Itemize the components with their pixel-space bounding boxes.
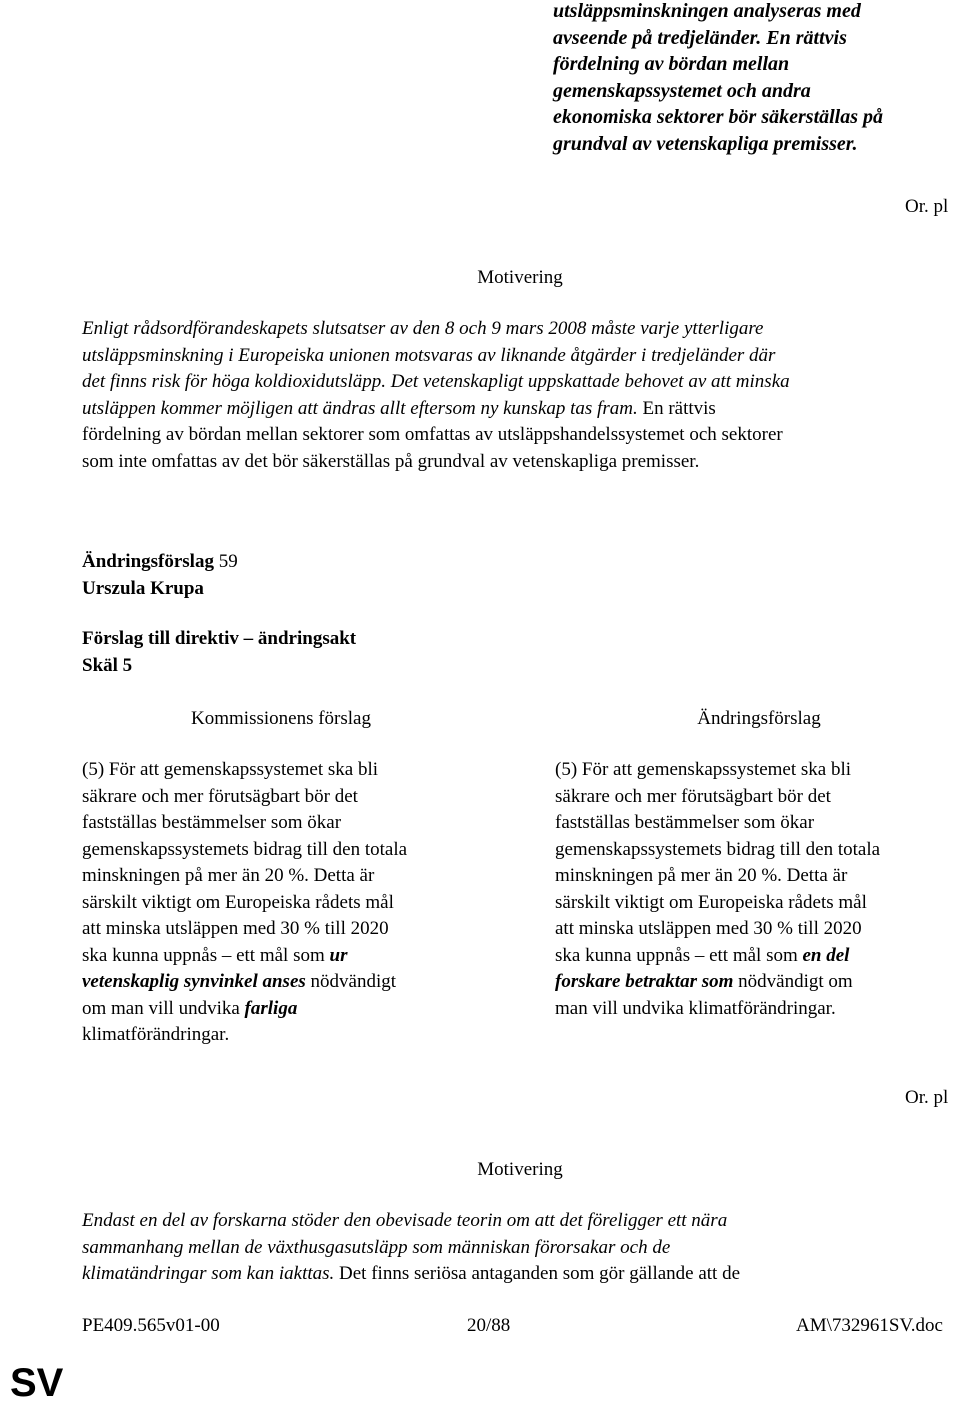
amendment-text-column [555, 757, 960, 1022]
text-line: säkrare och mer förutsägbart bör det [555, 785, 831, 807]
commission-text-column [82, 757, 502, 1049]
text-span: Det vetenskapligt uppskattade behovet av att minska [386, 371, 790, 392]
amendment-label: Ändringsförslag [82, 551, 214, 572]
amendment-number [82, 549, 238, 576]
text-line: man vill undvika klimatförändringar. [555, 997, 836, 1019]
text-line: minskningen på mer än 20 %. Detta är [82, 865, 375, 886]
text-line [82, 969, 502, 996]
column-header-commission: Kommissionens förslag [191, 708, 371, 729]
deleted-text: ur [329, 944, 348, 966]
text-line: fastställas bestämmelser som ökar [555, 812, 815, 833]
original-language-label: Or. pl [905, 196, 949, 217]
text-line [82, 996, 502, 1023]
recital-reference: Skäl 5 [82, 654, 133, 676]
text-span: Det finns seriösa antaganden som gör gällande att de [334, 1263, 741, 1284]
footer-file-name: AM\732961SV.doc [796, 1315, 943, 1336]
text-line: Endast en del av forskarna stöder den obevisade teorin om att det föreligger ett nära [82, 1210, 728, 1231]
text-line [82, 1261, 960, 1288]
text-span: klimatändringar som kan iakttas. [82, 1263, 335, 1284]
proposal-type: Förslag till direktiv – ändringsakt [82, 628, 357, 649]
text-line: gemenskapssystemets bidrag till den totala [555, 838, 881, 860]
amendment-heading [82, 549, 238, 602]
text-line: fördelning av bördan mellan sektorer som omfattas av utsläppshandelssystemet och sektorer [82, 424, 783, 445]
text-span: om man vill undvika [82, 997, 245, 1019]
text-line: Enligt rådsordförandeskapets slutsatser av den 8 och 9 mars 2008 måste varje ytterligare [82, 318, 764, 339]
original-language-label: Or. pl [905, 1087, 949, 1108]
text-line [82, 369, 960, 396]
text-span: det finns risk för höga koldioxidutsläpp. [82, 371, 386, 392]
footer-page-number: 20/88 [467, 1315, 511, 1336]
text-line: att minska utsläppen med 30 % till 2020 [82, 918, 389, 939]
text-line: ekonomiska sektorer bör säkerställas på [553, 106, 884, 128]
text-span: ska kunna uppnås – ett mål som [555, 944, 803, 966]
text-line: gemenskapssystemets bidrag till den totala [82, 838, 408, 860]
text-line: (5) För att gemenskapssystemet ska bli [82, 759, 379, 780]
footer-doc-reference: PE409.565v01-00 [82, 1315, 220, 1336]
text-line [555, 943, 960, 970]
column-header-amendment: Ändringsförslag [697, 708, 821, 729]
amendment-author: Urszula Krupa [82, 577, 204, 599]
proposal-reference [82, 626, 356, 679]
justification-paragraph [82, 1208, 960, 1288]
text-line: sammanhang mellan de växthusgasutsläpp som människan förorsakar och de [82, 1236, 671, 1258]
text-line: som inte omfattas av det bör säkerställas på grundval av vetenskapliga premisser. [82, 450, 700, 472]
deleted-text: farliga [244, 997, 298, 1019]
text-span: nödvändigt om [733, 971, 853, 992]
inserted-text: forskare betraktar som [555, 971, 734, 992]
text-line: utsläppsminskningen analyseras med [553, 0, 861, 22]
text-line [555, 969, 960, 996]
text-line: minskningen på mer än 20 %. Detta är [555, 865, 848, 886]
justification-heading: Motivering [477, 1159, 563, 1180]
text-line: att minska utsläppen med 30 % till 2020 [555, 918, 862, 939]
text-span: En rättvis [637, 397, 716, 419]
language-code: SV [10, 1361, 64, 1405]
amendment-number-value: 59 [218, 551, 238, 572]
text-span: utsläppen kommer möjligen att ändras allt eftersom ny kunskap tas fram. [82, 397, 638, 419]
deleted-text: vetenskaplig synvinkel anses [82, 971, 306, 992]
justification-heading: Motivering [477, 267, 563, 288]
text-span: ska kunna uppnås – ett mål som [82, 944, 330, 966]
text-line: avseende på tredjeländer. En rättvis [553, 26, 847, 49]
inserted-text: en del [802, 944, 850, 966]
text-line [82, 396, 960, 423]
previous-amendment-continuation [553, 0, 953, 157]
text-line: fastställas bestämmelser som ökar [82, 812, 342, 833]
text-line: (5) För att gemenskapssystemet ska bli [555, 759, 852, 780]
text-line: klimatförändringar. [82, 1024, 230, 1045]
text-line: grundval av vetenskapliga premisser. [553, 132, 858, 155]
text-line [82, 943, 502, 970]
text-line: gemenskapssystemet och andra [553, 79, 811, 102]
text-line: fördelning av bördan mellan [553, 53, 790, 75]
text-line: utsläppsminskning i Europeiska unionen motsvaras av liknande åtgärder i tredjeländer där [82, 344, 776, 366]
justification-paragraph [82, 316, 960, 475]
text-line: säkrare och mer förutsägbart bör det [82, 785, 358, 807]
text-span: nödvändigt [305, 971, 397, 992]
text-line: särskilt viktigt om Europeiska rådets mål [555, 891, 867, 913]
text-line: särskilt viktigt om Europeiska rådets mål [82, 891, 394, 913]
